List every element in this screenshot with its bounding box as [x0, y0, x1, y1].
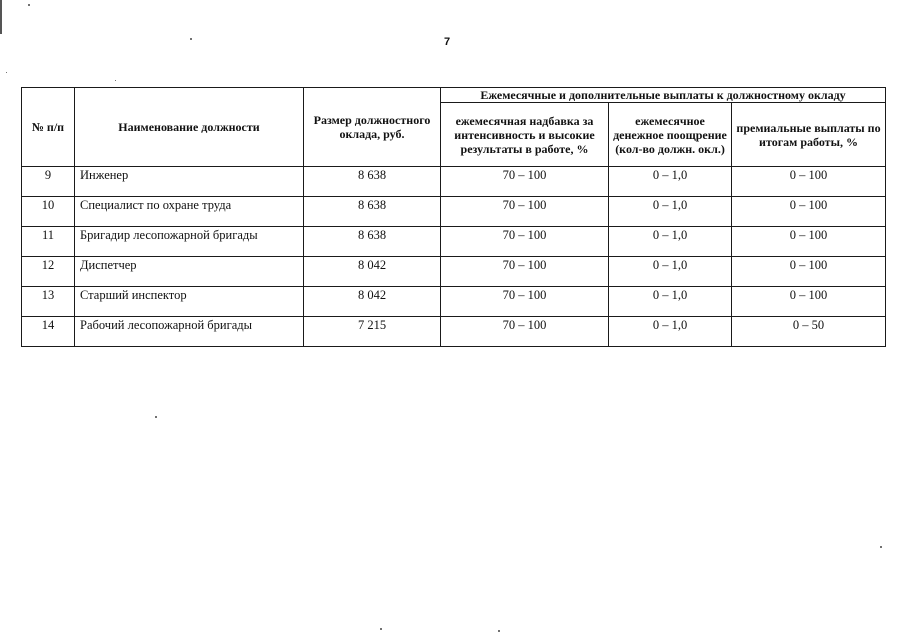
scan-speck [28, 4, 30, 6]
scan-speck [880, 546, 882, 548]
scan-speck [190, 38, 192, 40]
table-row [22, 317, 886, 347]
cell-encouragement: 0 – 1,0 [609, 257, 732, 287]
table-body [22, 167, 886, 347]
cell-number: 11 [22, 227, 75, 257]
header-number: № п/п [22, 88, 75, 167]
header-position: Наименование должности [75, 88, 304, 167]
cell-bonus: 0 – 100 [732, 257, 886, 287]
cell-intensity: 70 – 100 [441, 227, 609, 257]
cell-bonus: 0 – 100 [732, 197, 886, 227]
scan-speck [498, 630, 500, 632]
table-row [22, 167, 886, 197]
cell-position: Диспетчер [75, 257, 304, 287]
cell-encouragement: 0 – 1,0 [609, 197, 732, 227]
cell-salary: 7 215 [304, 317, 441, 347]
scan-speck [380, 628, 382, 630]
header-encouragement: ежемесячное денежное поощрение (кол-во должн. окл.) [609, 103, 732, 167]
table-row [22, 287, 886, 317]
cell-salary: 8 042 [304, 287, 441, 317]
cell-position: Специалист по охране труда [75, 197, 304, 227]
cell-intensity: 70 – 100 [441, 287, 609, 317]
cell-number: 9 [22, 167, 75, 197]
scan-speck [115, 80, 116, 81]
cell-number: 12 [22, 257, 75, 287]
cell-intensity: 70 – 100 [441, 317, 609, 347]
table-header [22, 88, 886, 167]
cell-salary: 8 638 [304, 167, 441, 197]
cell-intensity: 70 – 100 [441, 197, 609, 227]
table-row [22, 197, 886, 227]
cell-bonus: 0 – 100 [732, 287, 886, 317]
scan-speck [6, 72, 7, 73]
header-bonus: премиальные выплаты по итогам работы, % [732, 103, 886, 167]
cell-encouragement: 0 – 1,0 [609, 317, 732, 347]
table-row [22, 227, 886, 257]
cell-salary: 8 638 [304, 197, 441, 227]
cell-number: 10 [22, 197, 75, 227]
cell-intensity: 70 – 100 [441, 167, 609, 197]
cell-encouragement: 0 – 1,0 [609, 167, 732, 197]
header-salary: Размер должностного оклада, руб. [304, 88, 441, 167]
scan-speck [155, 416, 157, 418]
cell-position: Старший инспектор [75, 287, 304, 317]
cell-position: Бригадир лесопожарной бригады [75, 227, 304, 257]
salary-table [21, 87, 886, 347]
cell-encouragement: 0 – 1,0 [609, 227, 732, 257]
cell-bonus: 0 – 100 [732, 227, 886, 257]
cell-encouragement: 0 – 1,0 [609, 287, 732, 317]
cell-bonus: 0 – 100 [732, 167, 886, 197]
cell-salary: 8 042 [304, 257, 441, 287]
cell-bonus: 0 – 50 [732, 317, 886, 347]
cell-salary: 8 638 [304, 227, 441, 257]
table-row [22, 257, 886, 287]
page-number: 7 [444, 36, 451, 48]
scan-edge-mark [0, 0, 2, 34]
header-intensity: ежемесячная надбавка за интенсивность и высокие результаты в работе, % [441, 103, 609, 167]
cell-position: Рабочий лесопожарной бригады [75, 317, 304, 347]
cell-number: 14 [22, 317, 75, 347]
header-payments-group: Ежемесячные и дополнительные выплаты к должностному окладу [441, 88, 886, 103]
cell-position: Инженер [75, 167, 304, 197]
cell-intensity: 70 – 100 [441, 257, 609, 287]
cell-number: 13 [22, 287, 75, 317]
